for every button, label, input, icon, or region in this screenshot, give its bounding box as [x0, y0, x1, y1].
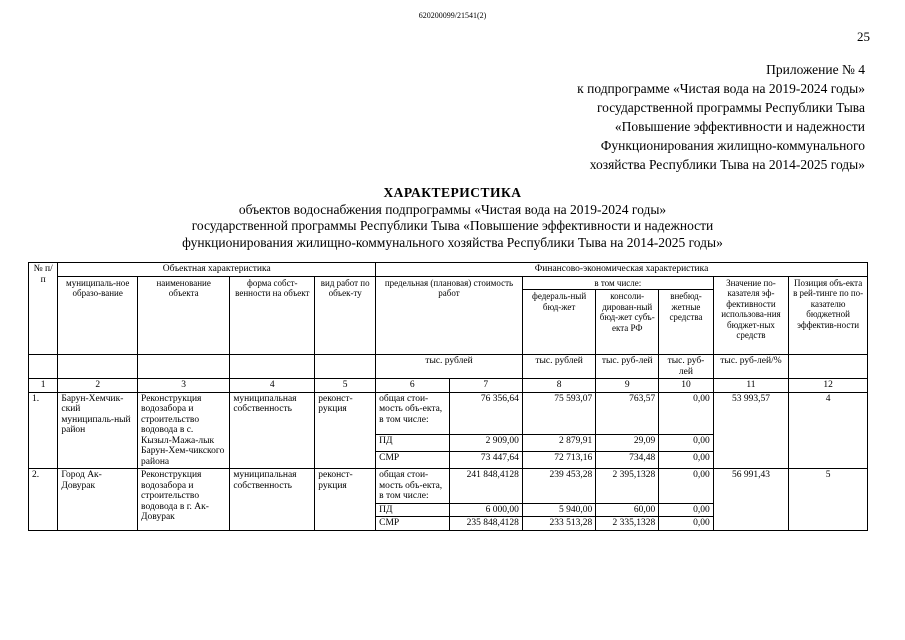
col-number: 10 [659, 379, 714, 393]
unit-offbudget: тыс. руб-лей [659, 355, 714, 379]
table-row [29, 392, 868, 435]
header-indicator: Значение по-казателя эф-фективности использова-ния бюджет-ных средств [713, 276, 789, 355]
row-pd-total: 6 000,00 [449, 503, 522, 517]
header-cost: предельная (плановая) стоимость работ [376, 276, 523, 355]
row-smr-consolidated: 2 335,1328 [596, 517, 659, 531]
row-pd-federal: 2 879,91 [522, 435, 595, 452]
row-ownership: муниципальная собственность [230, 469, 315, 531]
col-number: 7 [449, 379, 522, 393]
row-rating: 5 [789, 469, 868, 531]
heading-title: ХАРАКТЕРИСТИКА [383, 185, 522, 200]
row-offbudget: 0,00 [659, 392, 714, 435]
appendix-line: Функционирования жилищно-коммунального [600, 138, 865, 153]
header-consolidated: консоли-дирован-ный бюд-жет субъ-екта РФ [596, 290, 659, 355]
row-pd-offbudget: 0,00 [659, 503, 714, 517]
heading-line: объектов водоснабжения подпрограммы «Чистая вода на 2019-2024 годы» [238, 201, 667, 217]
appendix-line: «Повышение эффективности и надежности [614, 119, 865, 134]
header-num: № п/п [29, 263, 58, 355]
header-ownership: форма собст-венности на объект [230, 276, 315, 355]
row-num: 2. [29, 469, 58, 531]
row-worktype: реконст-рукция [315, 469, 376, 531]
document-id: 620200099/21541(2) [418, 11, 487, 20]
row-pd-offbudget: 0,00 [659, 435, 714, 452]
header-including: в том числе: [522, 276, 713, 290]
col-number: 9 [596, 379, 659, 393]
table-column-numbers [29, 379, 868, 393]
table-header-row [29, 263, 868, 277]
appendix-header [445, 60, 865, 174]
col-number: 1 [29, 379, 58, 393]
characteristics-table [28, 262, 868, 531]
row-num: 1. [29, 392, 58, 469]
appendix-line: государственной программы Республики Тыва [596, 100, 865, 115]
appendix-line: Приложение № 4 [766, 62, 865, 77]
heading-line: функционирования жилищно-коммунального хозяйства Республики Тыва на 2014-2025 годы» [182, 234, 723, 250]
appendix-line: к подпрограмме «Чистая вода на 2019-2024 годы» [577, 81, 865, 96]
row-smr-total: 235 848,4128 [449, 517, 522, 531]
header-worktype: вид работ по объек-ту [315, 276, 376, 355]
col-number: 8 [522, 379, 595, 393]
page-number: 25 [857, 29, 870, 44]
col-number: 2 [58, 379, 138, 393]
heading-line: государственной программы Республики Тыва «Повышение эффективности и надежности [191, 218, 714, 233]
row-consolidated: 2 395,1328 [596, 469, 659, 504]
unit-consolidated: тыс. руб-лей [596, 355, 659, 379]
row-total-label: общая стои-мость объ-екта, в том числе: [376, 392, 449, 435]
header-offbudget: внебюд-жетные средства [659, 290, 714, 355]
table-units-row [29, 355, 868, 379]
row-worktype: реконст-рукция [315, 392, 376, 469]
row-smr-offbudget: 0,00 [659, 452, 714, 469]
row-consolidated: 763,57 [596, 392, 659, 435]
row-pd-consolidated: 60,00 [596, 503, 659, 517]
row-pd-label: ПД [376, 435, 449, 452]
row-federal: 75 593,07 [522, 392, 595, 435]
appendix-line: хозяйства Республики Тыва на 2014-2025 годы» [589, 157, 865, 172]
table-row [29, 469, 868, 504]
header-rating: Позиция объ-екта в рей-тинге по по-казателю бюджетной эффектив-ности [789, 276, 868, 355]
row-pd-label: ПД [376, 503, 449, 517]
row-indicator: 56 991,43 [713, 469, 789, 531]
row-federal: 239 453,28 [522, 469, 595, 504]
unit-indicator: тыс. руб-лей/% [713, 355, 789, 379]
row-municipal: Город Ак-Довурак [58, 469, 138, 531]
col-number: 3 [138, 379, 230, 393]
table-header-row [29, 276, 868, 290]
row-municipal: Барун-Хемчик-ский муниципаль-ный район [58, 392, 138, 469]
col-number: 5 [315, 379, 376, 393]
header-object: Объектная характеристика [58, 263, 376, 277]
header-municipal: муниципаль-ное образо-вание [58, 276, 138, 355]
col-number: 4 [230, 379, 315, 393]
unit-federal: тыс. рублей [522, 355, 595, 379]
row-ownership: муниципальная собственность [230, 392, 315, 469]
row-smr-federal: 233 513,28 [522, 517, 595, 531]
row-pd-federal: 5 940,00 [522, 503, 595, 517]
col-number: 12 [789, 379, 868, 393]
row-offbudget: 0,00 [659, 469, 714, 504]
document-heading [0, 185, 905, 251]
row-total-label: общая стои-мость объ-екта, в том числе: [376, 469, 449, 504]
row-pd-consolidated: 29,09 [596, 435, 659, 452]
row-smr-total: 73 447,64 [449, 452, 522, 469]
row-smr-consolidated: 734,48 [596, 452, 659, 469]
row-name: Реконструкция водозабора и строительство водовода в с. Кызыл-Мажа-лык Барун-Хем-чикского района [138, 392, 230, 469]
col-number: 6 [376, 379, 449, 393]
row-total: 241 848,4128 [449, 469, 522, 504]
row-smr-label: СМР [376, 517, 449, 531]
row-pd-total: 2 909,00 [449, 435, 522, 452]
row-smr-federal: 72 713,16 [522, 452, 595, 469]
row-total: 76 356,64 [449, 392, 522, 435]
header-federal: федераль-ный бюд-жет [522, 290, 595, 355]
row-rating: 4 [789, 392, 868, 469]
row-name: Реконструкция водозабора и строительство водовода в г. Ак-Довурак [138, 469, 230, 531]
unit-cost: тыс. рублей [376, 355, 523, 379]
row-smr-offbudget: 0,00 [659, 517, 714, 531]
header-finance: Финансово-экономическая характеристика [376, 263, 868, 277]
row-indicator: 53 993,57 [713, 392, 789, 469]
header-name: наименование объекта [138, 276, 230, 355]
col-number: 11 [713, 379, 789, 393]
row-smr-label: СМР [376, 452, 449, 469]
